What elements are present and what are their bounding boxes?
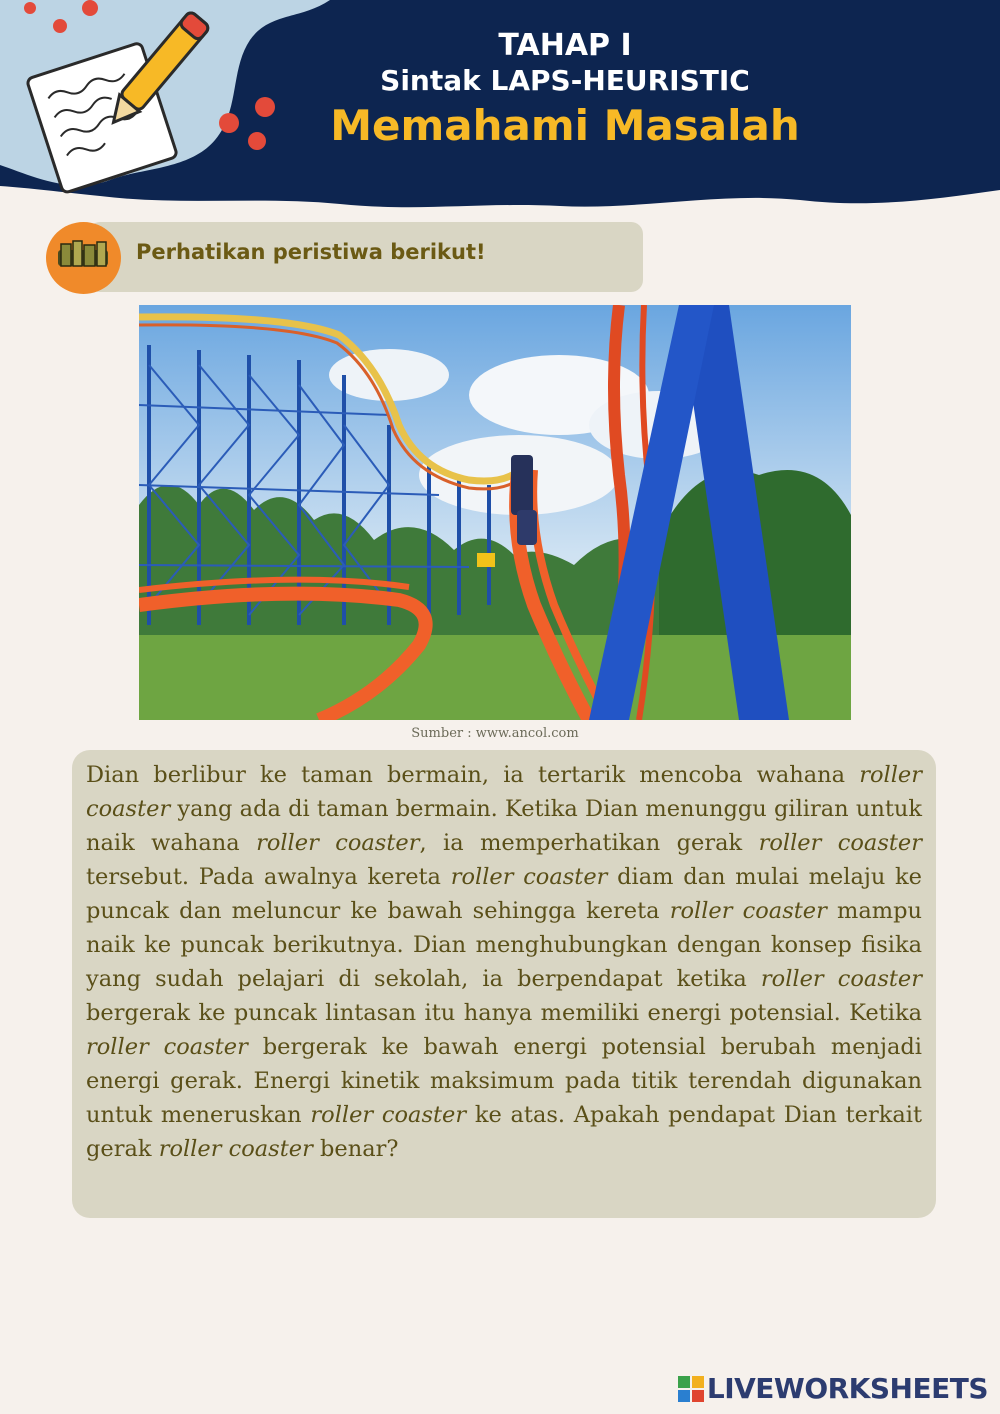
header-titles — [300, 28, 830, 154]
liveworksheets-logo-icon — [678, 1376, 704, 1402]
instruction-text: Perhatikan peristiwa berikut! — [136, 240, 486, 264]
decor-dots — [215, 95, 285, 155]
story-term: roller coaster — [256, 830, 420, 856]
stage-title: TAHAP I — [498, 28, 632, 63]
page-header — [0, 0, 1000, 215]
story-term: roller coaster — [310, 1102, 467, 1128]
figure-caption: Sumber : www.ancol.com — [411, 726, 579, 741]
story-term: roller coaster — [86, 1034, 248, 1060]
books-icon — [46, 222, 121, 294]
story-term: roller coaster — [669, 898, 827, 924]
story-text: diam dan mulai melaju ke puncak dan meluncur ke bawah sehingga kereta — [86, 864, 923, 924]
logo-text: LIVEWORKSHEETS — [706, 1372, 988, 1405]
story-text: Dian berlibur ke taman bermain, ia tertarik mencoba wahana — [86, 762, 860, 788]
phase-title: Memahami Masalah — [330, 101, 800, 150]
story-term: roller coaster — [86, 762, 922, 822]
story-term: roller coaster — [758, 830, 922, 856]
story-text: mampu naik ke puncak berikutnya. Dian menghubungkan dengan konsep fisika yang sudah pelajari di sekolah, ia berpendapat ketika — [86, 898, 922, 992]
story-text: bergerak ke bawah energi potensial berubah menjadi energi gerak. Energi kinetik maksimum pada titik terendah digunakan untuk meneruskan — [86, 1034, 922, 1128]
roller-coaster-photo — [139, 305, 851, 720]
notebook-pen-icon — [0, 0, 240, 200]
story-text: bergerak ke puncak lintasan itu hanya memiliki energi potensial. Ketika — [86, 1000, 922, 1026]
liveworksheets-logo — [678, 1372, 988, 1405]
story-text: ke atas. Apakah pendapat Dian terkait gerak — [86, 1102, 922, 1162]
story-text: tersebut. Pada awalnya kereta — [86, 864, 451, 890]
story-text: , ia memperhatikan gerak — [419, 830, 759, 856]
story-term: roller coaster — [450, 864, 608, 890]
story-text: benar? — [312, 1136, 399, 1162]
story-term: roller coaster — [158, 1136, 313, 1162]
story-paragraph — [86, 758, 922, 1166]
story-term: roller coaster — [760, 966, 923, 992]
story-text: yang ada di taman bermain. Ketika Dian menunggu giliran untuk naik wahana — [86, 796, 922, 856]
syntax-title: Sintak LAPS-HEURISTIC — [380, 64, 750, 97]
